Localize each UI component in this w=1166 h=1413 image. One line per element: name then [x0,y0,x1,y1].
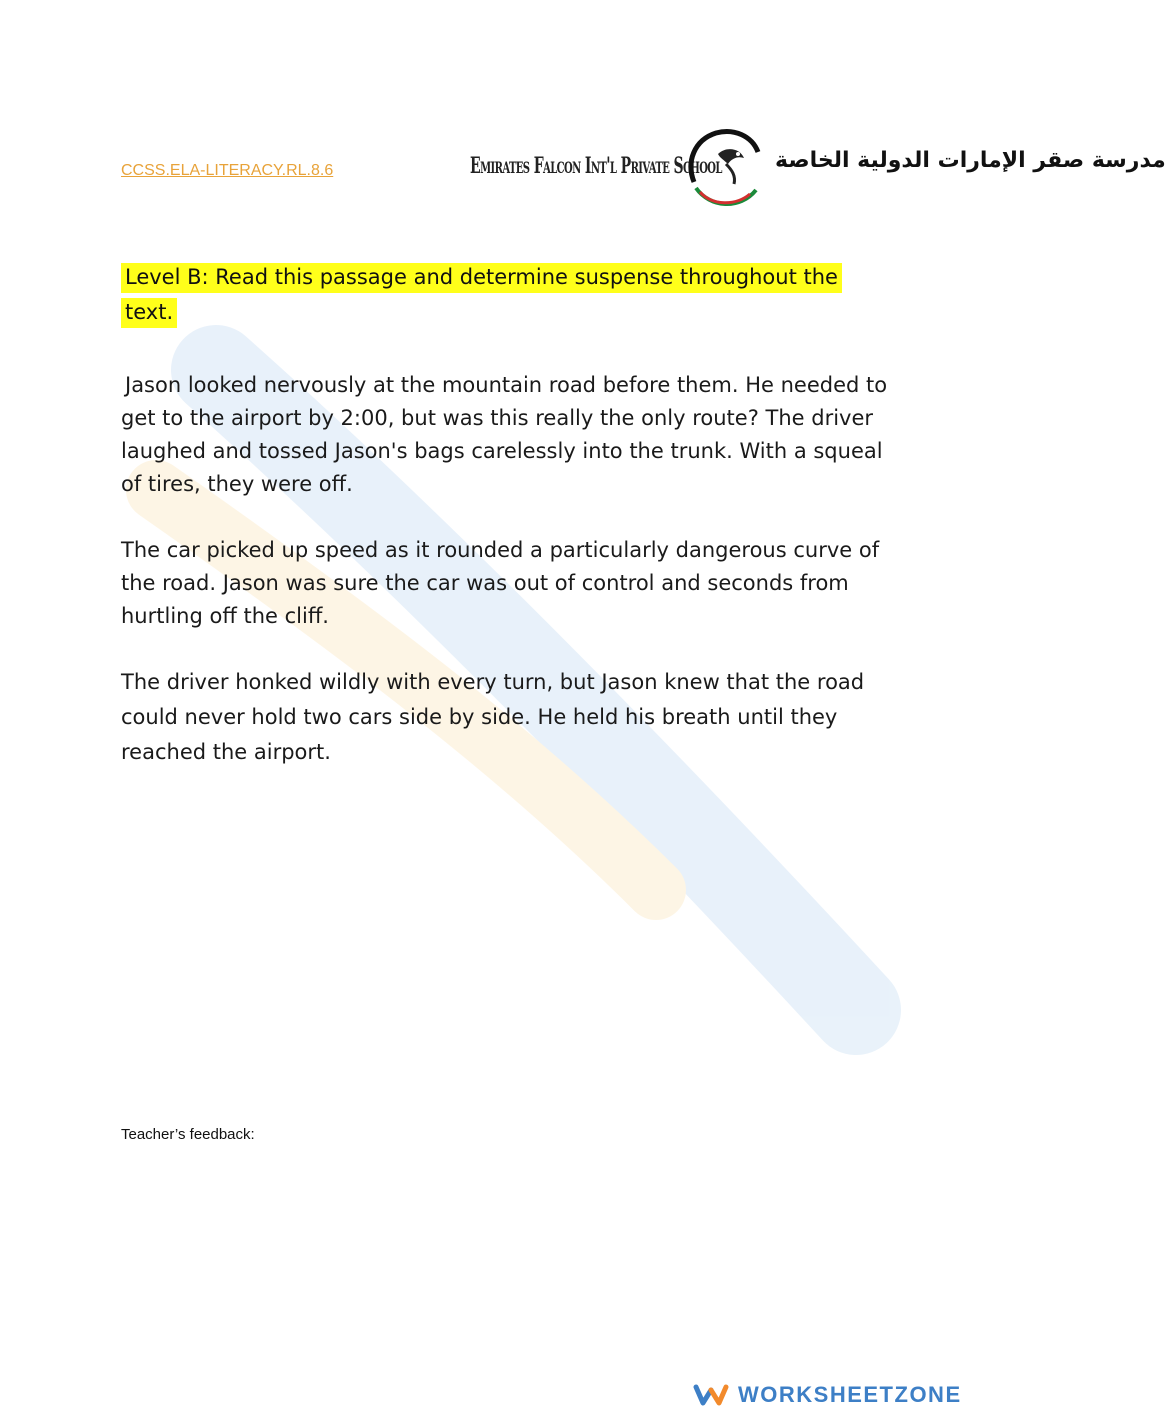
worksheetzone-wordmark: WORKSHEETZONE [738,1382,962,1407]
passage-paragraph-1: Jason looked nervously at the mountain road before them. He needed to get to the airport by 2:00, but was this really the only route? The driver laughed and tossed Jason's bags carelessly into the trunk. With a squeal of tires, they were off. [121,373,888,496]
passage-paragraph-2: The car picked up speed as it rounded a particularly dangerous curve of the road. Jason was sure the car was out of control and seconds from hurtling off the cliff. [121,538,880,628]
passage-paragraph-3: The driver honked wildly with every turn, but Jason knew that the road could never hold two cars side by side. He held his breath until they reached the airport. [121,670,865,764]
worksheetzone-brand[interactable] [694,1380,962,1410]
standard-code-link[interactable]: CCSS.ELA-LITERACY.RL.8.6 [121,162,334,179]
teacher-feedback-label: Teacher’s feedback: [121,1126,255,1143]
falcon-emblem-icon [682,124,766,212]
worksheetzone-w-icon [694,1384,728,1406]
school-name-english: Emirates Falcon Int'l Private School [470,154,722,180]
instruction-heading [121,260,881,330]
school-name-arabic: مدرسة صقر الإمارات الدولية الخاصة [775,148,1166,173]
instruction-text: Level B: Read this passage and determine suspense throughout the text. [121,263,842,328]
